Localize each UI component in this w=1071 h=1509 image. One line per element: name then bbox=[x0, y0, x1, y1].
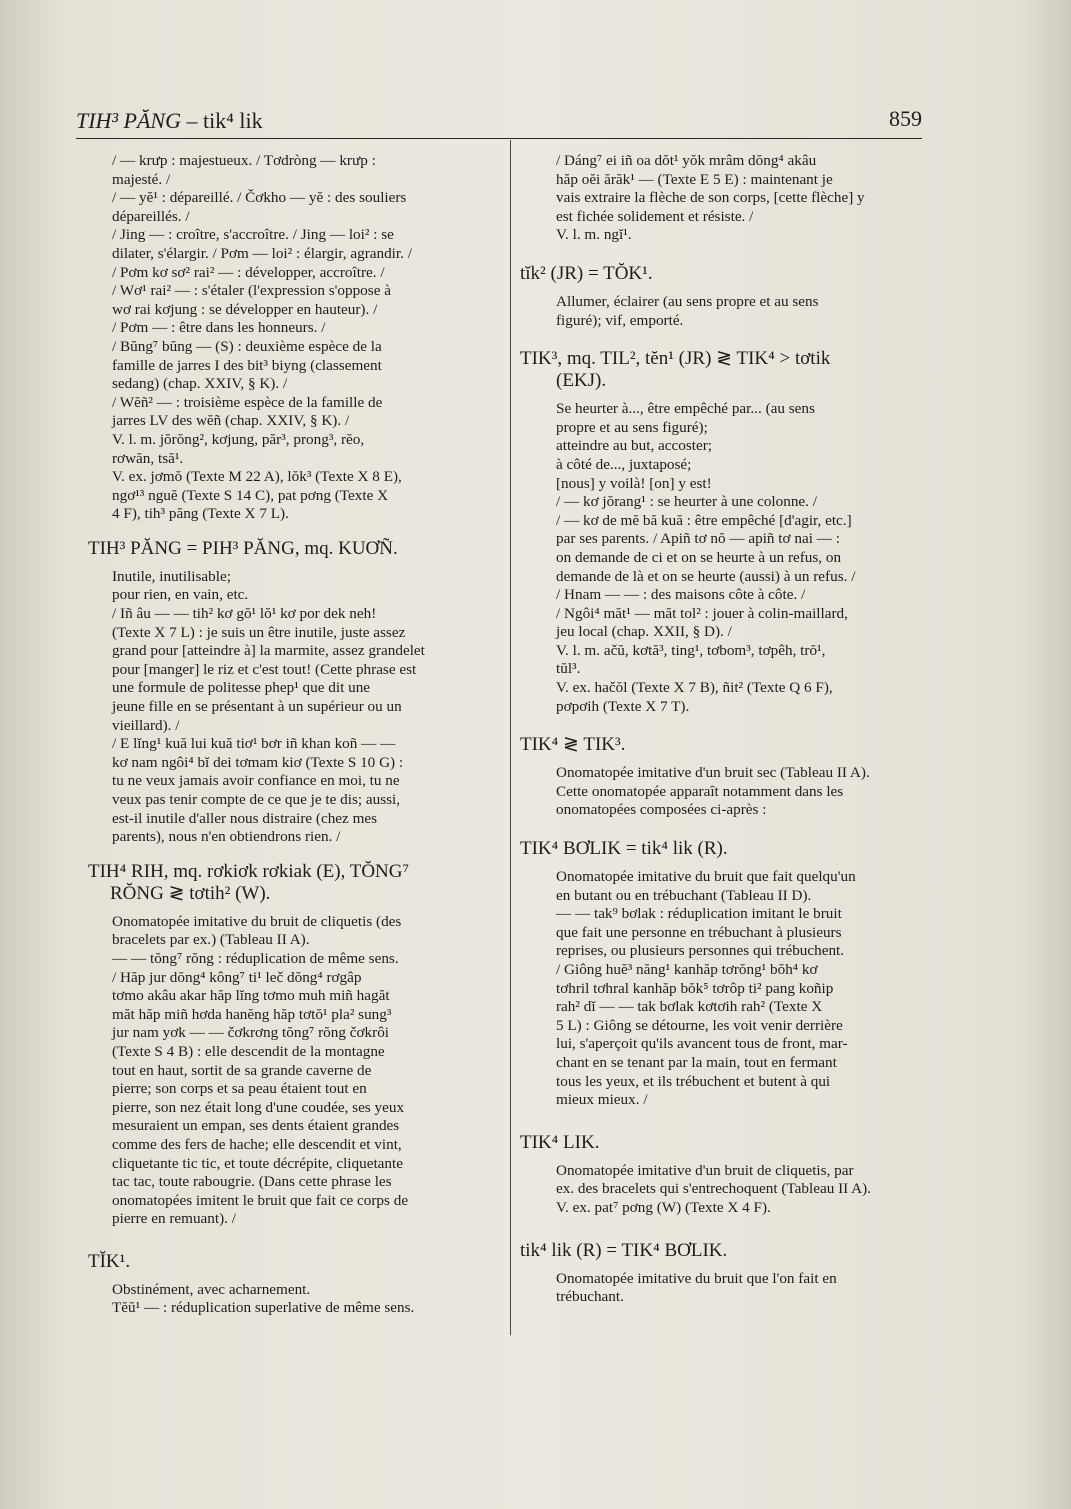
text-line: est-il inutile d'aller nous distraire (chez mes bbox=[112, 809, 378, 827]
left-column bbox=[88, 152, 496, 1318]
text-line: Onomatopée imitative du bruit que fait quelqu'un bbox=[556, 868, 856, 886]
headword-tik-lik: TIK⁴ LIK. bbox=[520, 1131, 600, 1153]
text-line: V. ex. hačŏl (Texte X 7 B), ñit² (Texte Q 6 F), bbox=[556, 679, 833, 697]
text-line: bracelets par ex.) (Tableau II A). bbox=[112, 931, 310, 949]
text-line: pour rien, en vain, etc. bbox=[112, 586, 249, 604]
entry-body-tih-rih bbox=[112, 913, 496, 1229]
column-divider bbox=[510, 140, 511, 1335]
text-line: 4 F), tih³ păng (Texte X 7 L). bbox=[112, 505, 289, 523]
running-header bbox=[76, 108, 922, 139]
headword-tih-pang: TIH³ PĂNG = PIH³ PĂNG, mq. KUƠÑ. bbox=[88, 537, 398, 559]
text-line: on demande de ci et on se heurte à un refus, on bbox=[556, 548, 842, 566]
text-line: Onomatopée imitative du bruit que l'on fait en bbox=[556, 1269, 837, 1287]
text-line: V. l. m. ngĭ¹. bbox=[556, 226, 632, 244]
text-line: figuré); vif, emporté. bbox=[556, 311, 684, 329]
entry-body-tik-lik bbox=[556, 1162, 930, 1218]
text-line: demande de là et on se heurte (aussi) à un refus. / bbox=[556, 567, 856, 585]
header-last-word: – tik⁴ lik bbox=[180, 108, 263, 133]
text-line: veux pas tenir compte de ce que je te dis; aussi, bbox=[112, 791, 401, 808]
text-line: jarres LV des wĕñ (chap. XXIV, § K). / bbox=[112, 412, 350, 430]
text-line: / Hăp jur dŏng⁴ kông⁷ ti¹ leč dŏng⁴ rơgâp bbox=[112, 968, 362, 986]
text-line: onomatopées imitent le bruit que fait ce corps de bbox=[112, 1191, 409, 1209]
text-line: tơhril tơhral kanhăp bŏk⁵ tơrôp ti² pang koñip bbox=[556, 979, 834, 997]
text-line: tous les yeux, et ils trébuchent et butent à qui bbox=[556, 1072, 831, 1090]
text-line: jur nam yơk — — čơkrơng tŏng⁷ rŏng čơkrôi bbox=[112, 1024, 390, 1042]
entry-continuation bbox=[112, 152, 496, 524]
entry-continuation-right bbox=[556, 152, 930, 245]
text-line: rơwăn, tsă¹. bbox=[112, 449, 184, 467]
right-column bbox=[520, 152, 930, 1307]
text-line: ex. des bracelets qui s'entrechoquent (Tableau II A). bbox=[556, 1180, 871, 1198]
text-line: Se heurter à..., être empêché par... (au sens bbox=[556, 400, 815, 418]
text-line: rah² dĭ — — tak bơlak kơtơih rah² (Texte X bbox=[556, 998, 823, 1016]
text-line: pierre, son nez était long d'une coudée, ses yeux bbox=[112, 1098, 405, 1116]
headword-tih-rih-cont: RŎNG ≷ tơtih² (W). bbox=[110, 882, 271, 904]
text-line: jeu local (chap. XXII, § D). / bbox=[556, 623, 732, 641]
text-line: en butant ou en trébuchant (Tableau II D). bbox=[556, 886, 812, 904]
text-line: V. l. m. jŏrŏng², kơjung, păr³, prong³, rĕo, bbox=[112, 430, 365, 448]
text-line: tout en haut, sortit de sa grande caverne de bbox=[112, 1061, 372, 1079]
text-line: comme des fers de hache; elle descendit et vint, bbox=[112, 1135, 402, 1153]
text-line: (Texte S 4 B) : elle descendit de la montagne bbox=[112, 1042, 385, 1060]
text-line: pierre; son corps et sa peau étaient tout en bbox=[112, 1080, 367, 1098]
text-line: mesuraient un empan, ses dents étaient grandes bbox=[112, 1117, 400, 1135]
text-line: V. ex. jơmŏ (Texte M 22 A), lŏk³ (Texte X 8 E), bbox=[112, 468, 402, 486]
text-line: ngơ¹³ nguĕ (Texte S 14 C), pat pơng (Texte X bbox=[112, 486, 389, 504]
text-line: tu ne veux jamais avoir confiance en moi, tu ne bbox=[112, 772, 400, 790]
text-line: lui, s'aperçoit qu'ils avancent tous de front, mar- bbox=[556, 1035, 848, 1053]
text-line: 5 L) : Giông se détourne, les voit venir derrière bbox=[556, 1016, 843, 1034]
text-line: Inutile, inutilisable; bbox=[112, 567, 231, 585]
text-line: / — kơ de mĕ bă kuă : être empêché [d'agir, etc.] bbox=[556, 511, 852, 529]
text-line: măt hăp miñ hơda hanĕng hăp tơtŏ¹ pla² sung³ bbox=[112, 1005, 392, 1023]
text-line: tŭl³. bbox=[556, 660, 581, 678]
text-line: pierre en remuant). / bbox=[112, 1210, 236, 1228]
text-line: Tĕŭ¹ — : réduplication superlative de même sens. bbox=[112, 1299, 415, 1317]
text-line: / Wơ¹ rai² — : s'étaler (l'expression s'oppose à bbox=[112, 282, 391, 300]
text-line: wơ rai kơjung : se développer en hauteur). / bbox=[112, 300, 378, 318]
text-line: jeune fille en se présentant à un supérieur ou un bbox=[112, 698, 402, 716]
text-line: vais extraire la flèche de son corps, [cette flèche] y bbox=[556, 189, 865, 207]
text-line: / Ngôi⁴ măt¹ — măt tol² : jouer à colin-maillard, bbox=[556, 604, 848, 622]
text-line: — — tak⁹ bơlak : réduplication imitant le bruit bbox=[556, 905, 842, 923]
entry-body-tik-bolik bbox=[556, 868, 930, 1110]
text-line: / Pơm — : être dans les honneurs. / bbox=[112, 319, 326, 337]
text-line: une formule de politesse phep¹ que dit une bbox=[112, 679, 371, 697]
text-line: parents), nous n'en obtiendrons rien. / bbox=[112, 828, 341, 846]
text-line: dépareillés. / bbox=[112, 207, 190, 225]
text-line: majesté. / bbox=[112, 170, 171, 188]
text-line: — — tŏng⁷ rŏng : réduplication de même sens. bbox=[112, 949, 399, 967]
text-line: / Iñ âu — — tih² kơ gŏ¹ lŏ¹ kơ por dek neh! bbox=[112, 605, 377, 623]
text-line: pour [manger] le riz et c'est tout! (Cette phrase est bbox=[112, 660, 417, 678]
text-line: dilater, s'élargir. / Pơm — loi² : élargir, agrandir. / bbox=[112, 244, 412, 262]
text-line: sedang) (chap. XXIV, § K). / bbox=[112, 375, 288, 393]
text-line: Onomatopée imitative d'un bruit sec (Tableau II A). bbox=[556, 764, 870, 782]
header-entry-range bbox=[76, 108, 263, 134]
headword-tik2: tĭk² (JR) = TŎK¹. bbox=[520, 262, 653, 284]
text-line: / — krưp : majestueux. / Tơdròng — krưp : bbox=[112, 152, 376, 169]
text-line: pơpơih (Texte X 7 T). bbox=[556, 697, 690, 715]
text-line: grand pour [atteindre à] la marmite, assez grandelet bbox=[112, 642, 425, 660]
text-line: que fait une personne en trébuchant à plusieurs bbox=[556, 923, 842, 941]
text-line: tac tac, toute rabougrie. (Dans cette phrase les bbox=[112, 1173, 392, 1191]
text-line: Allumer, éclairer (au sens propre et au sens bbox=[556, 292, 819, 310]
text-line: trébuchant. bbox=[556, 1288, 624, 1306]
text-line: / E lĭng¹ kuă lui kuă tiơ¹ bơr iñ khan koñ — — bbox=[112, 735, 396, 753]
text-line: / Wĕñ² — : troisième espèce de la famille de bbox=[112, 393, 383, 411]
entry-body-tik4 bbox=[556, 764, 930, 820]
text-line: atteindre au but, accoster; bbox=[556, 437, 713, 455]
text-line: par ses parents. / Apiñ tơ nŏ — apiñ tơ nai — : bbox=[556, 530, 840, 548]
text-line: onomatopées composées ci-après : bbox=[556, 801, 767, 819]
text-line: / Bŭng⁷ bŭng — (S) : deuxième espèce de la bbox=[112, 337, 382, 355]
text-line: V. l. m. ačŭ, kơtă³, ting¹, tơbom³, tơpêh, trŏ¹, bbox=[556, 641, 826, 659]
headword-tih-rih: TIH⁴ RIH, mq. rơkiơk rơkiak (E), TŎNG⁷ bbox=[88, 860, 410, 882]
text-line: mieux mieux. / bbox=[556, 1091, 648, 1109]
headword-tik3: TIK³, mq. TIL², tĕn¹ (JR) ≷ TIK⁴ > tơtik bbox=[520, 348, 831, 370]
headword-tik-bolik: TIK⁴ BƠLIK = tik⁴ lik (R). bbox=[520, 838, 728, 860]
entry-body-tik-lik-r bbox=[556, 1270, 930, 1307]
text-line: [nous] y voilà! [on] y est! bbox=[556, 474, 712, 492]
text-line: V. ex. pat⁷ pơng (W) (Texte X 4 F). bbox=[556, 1198, 771, 1216]
text-line: Obstinément, avec acharnement. bbox=[112, 1280, 311, 1298]
text-line: tơmo akâu akar hăp lĭng tơmo muh miñ hagăt bbox=[112, 987, 390, 1005]
headword-tik-lik-r: tik⁴ lik (R) = TIK⁴ BƠLIK. bbox=[520, 1239, 728, 1261]
page-number: 859 bbox=[889, 106, 922, 131]
text-line: Onomatopée imitative du bruit de cliquetis (des bbox=[112, 912, 402, 930]
text-line: Onomatopée imitative d'un bruit de cliquetis, par bbox=[556, 1161, 854, 1179]
text-line: / Hnam — — : des maisons côte à côte. / bbox=[556, 586, 806, 604]
text-line: Cette onomatopée apparaît notamment dans les bbox=[556, 782, 844, 800]
text-line: / Jing — : croître, s'accroître. / Jing — loi² : se bbox=[112, 226, 394, 244]
entry-body-tih-pang bbox=[112, 568, 496, 847]
text-line: / Giông huĕ³ năng¹ kanhăp tơrŏng¹ bŏh⁴ kơ bbox=[556, 961, 818, 978]
text-line: vieillard). / bbox=[112, 716, 180, 734]
entry-body-tik2 bbox=[556, 293, 930, 330]
text-line: famille de jarres I des bit³ biyng (classement bbox=[112, 356, 382, 374]
entry-body-tik1 bbox=[112, 1281, 496, 1318]
headword-tik3-cont: (EKJ). bbox=[556, 370, 607, 392]
text-line: cliquetante tic tic, et toute décrépite, cliquetante bbox=[112, 1154, 403, 1172]
text-line: à côté de..., juxtaposé; bbox=[556, 455, 692, 473]
entry-body-tik3 bbox=[556, 400, 930, 716]
text-line: / Dáng⁷ ei iñ oa dŏt¹ yŏk mrâm dŏng⁴ akâu bbox=[556, 152, 817, 169]
headword-tik1: TĬK¹. bbox=[88, 1250, 131, 1272]
text-line: chant en se tenant par la main, tout en fermant bbox=[556, 1053, 837, 1071]
text-line: (Texte X 7 L) : je suis un être inutile, juste assez bbox=[112, 623, 406, 641]
headword-tik4: TIK⁴ ≷ TIK³. bbox=[520, 734, 626, 756]
text-line: reprises, ou plusieurs personnes qui trébuchent. bbox=[556, 942, 845, 960]
text-line: / — kơ jŏrang¹ : se heurter à une colonne. / bbox=[556, 493, 817, 511]
text-line: propre et au sens figuré); bbox=[556, 418, 708, 436]
text-line: kơ nam ngôi⁴ bĭ dei tơmam kiơ (Texte S 10 G) : bbox=[112, 753, 404, 771]
text-line: est fichée solidement et résiste. / bbox=[556, 207, 754, 225]
text-line: / — yĕ¹ : dépareillé. / Čơkho — yĕ : des souliers bbox=[112, 189, 407, 207]
header-first-word: TIH³ PĂNG bbox=[76, 108, 181, 133]
text-line: hăp oĕi ărăk¹ — (Texte E 5 E) : maintenant je bbox=[556, 170, 833, 188]
text-line: / Pơm kơ sơ² rai² — : développer, accroître. / bbox=[112, 263, 385, 281]
